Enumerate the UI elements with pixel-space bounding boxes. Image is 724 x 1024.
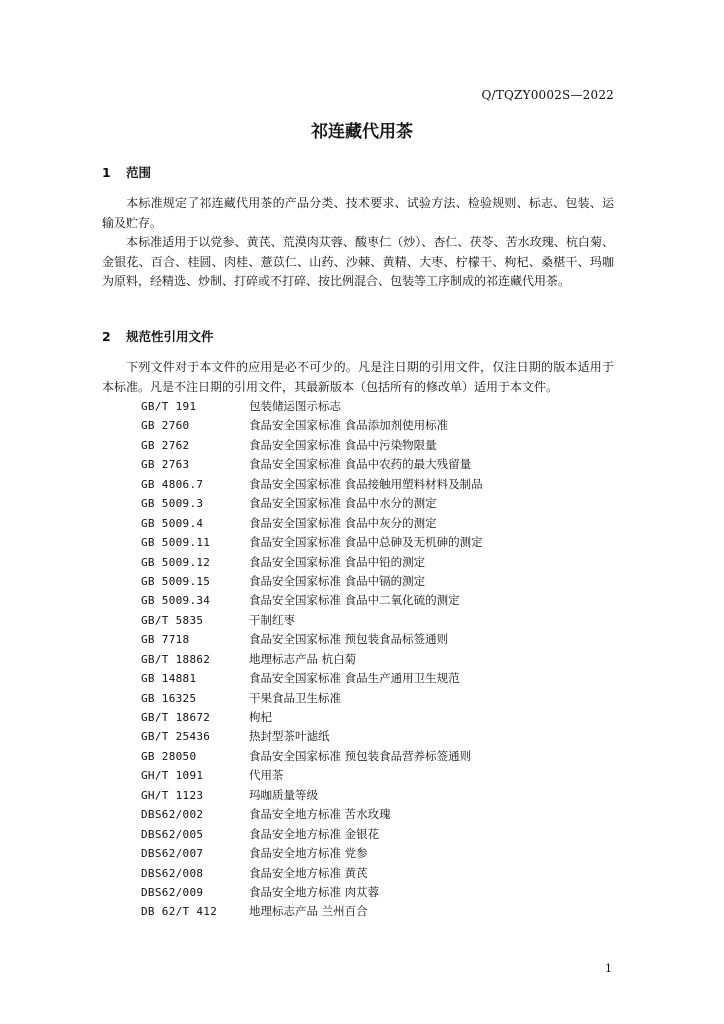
- reference-title: 食品安全地方标准 肉苁蓉: [249, 884, 380, 899]
- reference-title: 食品安全国家标准 食品中污染物限量: [249, 437, 437, 452]
- reference-item: [141, 455, 483, 474]
- reference-code: GB/T 5835: [141, 613, 204, 627]
- reference-title: 食品安全地方标准 金银花: [249, 826, 380, 841]
- reference-code: GB 7718: [141, 633, 190, 647]
- reference-title: 枸杞: [249, 710, 272, 724]
- reference-title: 干果食品卫生标准: [249, 690, 341, 705]
- reference-title: 包装储运图示标志: [249, 399, 341, 413]
- section-title: 规范性引用文件: [126, 329, 214, 344]
- reference-code: GB 5009.3: [141, 497, 204, 511]
- reference-title: 食品安全国家标准 食品中总砷及无机砷的测定: [249, 535, 483, 550]
- reference-item: [141, 747, 483, 766]
- reference-title: 食品安全国家标准 食品中二氧化硫的测定: [249, 593, 460, 608]
- reference-item: [141, 591, 483, 610]
- reference-item: [141, 514, 483, 533]
- reference-title: 食品安全国家标准 预包装食品标签通则: [249, 632, 449, 647]
- reference-code: DBS62/008: [141, 866, 204, 880]
- reference-item: [141, 436, 483, 455]
- reference-title: 食品安全国家标准 食品生产通用卫生规范: [249, 671, 460, 686]
- reference-code: GB 5009.11: [141, 536, 211, 550]
- reference-item: [141, 689, 483, 708]
- section-title: 范围: [126, 165, 152, 180]
- reference-item: [141, 611, 483, 630]
- document-title: 祁连藏代用茶: [311, 122, 413, 142]
- reference-item: [141, 766, 483, 785]
- reference-item: [141, 494, 483, 513]
- reference-code: GB 5009.4: [141, 516, 204, 530]
- reference-title: 食品安全国家标准 食品中灰分的测定: [249, 515, 437, 530]
- reference-title: 食品安全国家标准 食品中铅的测定: [249, 554, 426, 569]
- section-number: 1: [102, 165, 111, 180]
- reference-code: GB 2760: [141, 419, 190, 433]
- reference-code: DBS62/007: [141, 847, 204, 861]
- reference-code: GB 4806.7: [141, 477, 204, 491]
- reference-item: [141, 902, 483, 921]
- reference-item: [141, 727, 483, 746]
- reference-item: [141, 844, 483, 863]
- reference-code: GH/T 1123: [141, 788, 204, 802]
- reference-code: GB 5009.12: [141, 555, 211, 569]
- reference-code: GB 16325: [141, 691, 197, 705]
- reference-item: [141, 883, 483, 902]
- reference-code: DBS62/002: [141, 808, 204, 822]
- reference-title: 地理标志产品 杭白菊: [249, 651, 357, 666]
- reference-item: [141, 825, 483, 844]
- reference-title: 地理标志产品 兰州百合: [249, 904, 368, 919]
- reference-item: [141, 553, 483, 572]
- reference-title: 热封型茶叶滤纸: [249, 729, 330, 744]
- scope-paragraph-1: 本标准规定了祁连藏代用茶的产品分类、技术要求、试验方法、检验规则、标志、包装、运输及贮存。: [102, 196, 614, 230]
- reference-code: GB/T 191: [141, 400, 197, 413]
- reference-code: GB/T 18672: [141, 711, 211, 724]
- reference-code: GH/T 1091: [141, 769, 204, 783]
- reference-code: DB 62/T 412: [141, 905, 218, 919]
- reference-title: 玛咖质量等级: [249, 787, 318, 802]
- reference-item: [141, 416, 483, 435]
- section-heading-references: [102, 327, 214, 345]
- reference-title: 食品安全国家标准 食品中水分的测定: [249, 496, 437, 511]
- reference-item: [141, 572, 483, 591]
- reference-code: GB/T 25436: [141, 730, 211, 744]
- section-number: 2: [102, 329, 111, 344]
- reference-title: 食品安全国家标准 食品中农药的最大残留量: [249, 457, 472, 472]
- reference-item: [141, 533, 483, 552]
- reference-code: GB 2763: [141, 458, 190, 472]
- reference-code: DBS62/009: [141, 885, 204, 899]
- reference-code: GB 5009.34: [141, 594, 211, 608]
- document-code: Q/TQZY0002S—2022: [481, 88, 614, 102]
- reference-code: GB 2762: [141, 438, 190, 452]
- reference-title: 食品安全国家标准 食品中镉的测定: [249, 573, 426, 588]
- reference-code: GB 5009.15: [141, 574, 211, 588]
- reference-item: [141, 669, 483, 688]
- reference-title: 食品安全国家标准 预包装食品营养标签通则: [249, 748, 472, 763]
- reference-code: GB/T 18862: [141, 652, 211, 666]
- page-number: 1: [605, 962, 612, 975]
- reference-item: [141, 650, 483, 669]
- reference-item: [141, 630, 483, 649]
- reference-code: DBS62/005: [141, 827, 204, 841]
- reference-title: 食品安全国家标准 食品接触用塑料材料及制品: [249, 476, 483, 491]
- reference-item: [141, 708, 483, 727]
- reference-title: 干制红枣: [249, 612, 295, 627]
- reference-title: 食品安全地方标准 苦水玫瑰: [249, 807, 391, 822]
- reference-item: [141, 475, 483, 494]
- reference-title: 食品安全地方标准 黄芪: [249, 865, 368, 880]
- reference-item: [141, 397, 483, 416]
- reference-title: 食品安全地方标准 党参: [249, 846, 368, 861]
- normative-references-list: [141, 397, 483, 922]
- reference-title: 代用茶: [249, 768, 284, 783]
- reference-code: GB 28050: [141, 749, 197, 763]
- reference-item: [141, 805, 483, 824]
- section-heading-scope: [102, 163, 151, 181]
- references-intro-paragraph: 下列文件对于本文件的应用是必不可少的。凡是注日期的引用文件，仅注日期的版本适用于本标准。凡是不注日期的引用文件，其最新版本（包括所有的修改单）适用于本文件。: [102, 360, 614, 394]
- reference-item: [141, 786, 483, 805]
- reference-code: GB 14881: [141, 672, 197, 686]
- reference-item: [141, 864, 483, 883]
- reference-title: 食品安全国家标准 食品添加剂使用标准: [249, 418, 449, 433]
- scope-paragraph-2: 本标准适用于以党参、黄芪、荒漠肉苁蓉、酸枣仁（炒）、杏仁、茯苓、苦水玫瑰、杭白菊、金银花、百合、桂圆、肉桂、薏苡仁、山药、沙棘、黄精、大枣、柠檬干、枸杞、桑椹干、玛咖为原料，经精选、炒制、打碎或不打碎、按比例混合、包装等工序制成的祁连藏代用茶。: [102, 235, 614, 288]
